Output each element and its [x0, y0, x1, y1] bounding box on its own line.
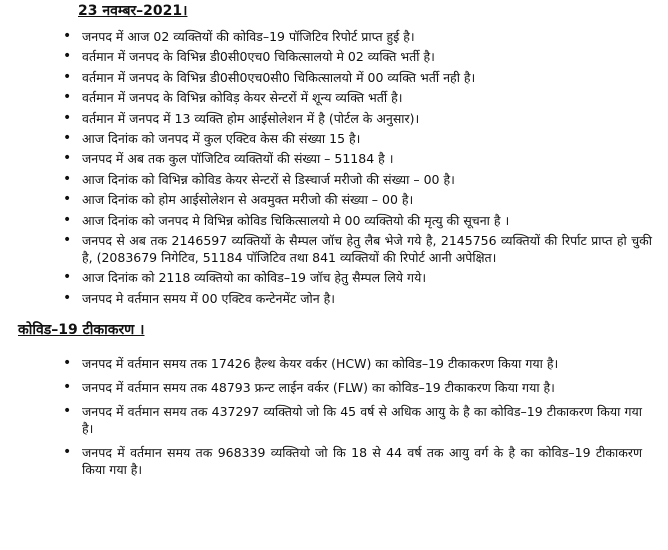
item-text: आज दिनांक को जनपद में कुल एक्टिव केस की संख्या 15 है। — [82, 130, 361, 146]
item-text: वर्तमान में जनपद के विभिन्न डी0सी0एच0 चिकित्सालयो मे 02 व्यक्ति भर्ती है। — [82, 49, 435, 65]
bullet-icon: • — [63, 109, 72, 126]
bullet-icon: • — [63, 68, 72, 85]
vaccination-list — [18, 355, 658, 478]
list-item — [18, 191, 658, 208]
vaccination-heading: कोविड–19 टीकाकरण । — [18, 321, 145, 338]
bullet-icon: • — [63, 150, 72, 167]
list-item — [18, 290, 658, 307]
bullet-icon: • — [63, 89, 72, 106]
item-text: जनपद में वर्तमान समय तक 437297 व्यक्तियो जो कि 45 वर्ष से अधिक आयु के है का कोविड–19 टीकाकरण किया गया है। — [82, 403, 642, 436]
bullet-icon: • — [63, 402, 72, 419]
item-text: जनपद से अब तक 2146597 व्यक्तियों के सैम्पल जॉच हेतु लैब भेजे गये है, 2145756 व्यक्तियों की रिर्पाट प्राप्त हो चुकी है, (2083679 निगेटिव, 51184 पॉजिटिव तथा 841 व्यक्तियों की रिपोर्ट आनी अपेक्षित। — [82, 232, 652, 265]
list-item — [18, 150, 658, 167]
list-item — [18, 130, 658, 147]
list-item — [18, 28, 658, 45]
bullet-icon: • — [63, 48, 72, 65]
date-heading: 23 नवम्बर–2021। — [78, 3, 188, 19]
list-item — [18, 89, 658, 106]
list-item — [18, 48, 658, 65]
list-item — [18, 232, 658, 266]
item-text: आज दिनांक को विभिन्न कोविड केयर सेन्टरों से डिस्चार्ज मरीजो की संख्या – 00 है। — [82, 171, 455, 187]
item-text: जनपद में आज 02 व्यक्तियों की कोविड–19 पॉजिटिव रिपोर्ट प्राप्त हुई है। — [82, 29, 415, 44]
list-item — [18, 379, 658, 396]
list-item — [18, 269, 658, 286]
item-text: आज दिनांक को होम आईसोलेशन से अवमुक्त मरीजो की संख्या – 00 है। — [82, 192, 414, 208]
item-text: जनपद में वर्तमान समय तक 48793 फ्रन्ट लाईन वर्कर (FLW) का कोविड–19 टीकाकरण किया गया है। — [82, 379, 555, 395]
bullet-icon: • — [63, 170, 72, 187]
bullet-icon: • — [63, 378, 72, 395]
bullet-icon: • — [63, 28, 72, 44]
bullet-icon: • — [63, 354, 72, 371]
bullet-icon: • — [63, 211, 72, 228]
item-text: जनपद मे वर्तमान समय में 00 एक्टिव कन्टेनमेंट जोन है। — [82, 290, 336, 306]
bullet-icon: • — [63, 443, 72, 460]
item-text: आज दिनांक को 2118 व्यक्तियो का कोविड–19 जॉच हेतु सैम्पल लिये गये। — [82, 270, 427, 286]
list-item — [18, 110, 658, 127]
list-item — [18, 355, 658, 372]
item-text: जनपद में अब तक कुल पॉजिटिव व्यक्तियों की संख्या – 51184 है । — [82, 151, 394, 167]
covid-status-list — [18, 28, 658, 307]
list-item — [18, 444, 658, 478]
bullet-icon: • — [63, 129, 72, 146]
list-item — [18, 403, 658, 437]
bullet-icon: • — [63, 231, 72, 248]
list-item — [18, 69, 658, 86]
item-text: आज दिनांक को जनपद मे विभिन्न कोविड चिकित्सालयो मे 00 व्यक्तियो की मृत्यु की सूचना है । — [82, 212, 510, 228]
item-text: वर्तमान में जनपद के विभिन्न डी0सी0एच0सी0 चिकित्सालयो में 00 व्यक्ति भर्ती नही है। — [82, 69, 476, 85]
item-text: जनपद में वर्तमान समय तक 17426 हैल्थ केयर वर्कर (HCW) का कोविड–19 टीकाकरण किया गया है। — [82, 355, 559, 371]
bullet-icon: • — [63, 289, 72, 306]
bullet-icon: • — [63, 191, 72, 208]
list-item — [18, 171, 658, 188]
item-text: वर्तमान में जनपद में 13 व्यक्ति होम आईसोलेशन में है (पोर्टल के अनुसार)। — [82, 110, 420, 126]
item-text: जनपद में वर्तमान समय तक 968339 व्यक्तियो जो कि 18 से 44 वर्ष तक आयु वर्ग के है का कोविड–19 टीकाकरण किया गया है। — [82, 444, 642, 477]
list-item — [18, 212, 658, 229]
bullet-icon: • — [63, 269, 72, 286]
item-text: वर्तमान में जनपद के विभिन्न कोविड़ केयर सेन्टरों में शून्य व्यक्ति भर्ती है। — [82, 90, 403, 106]
